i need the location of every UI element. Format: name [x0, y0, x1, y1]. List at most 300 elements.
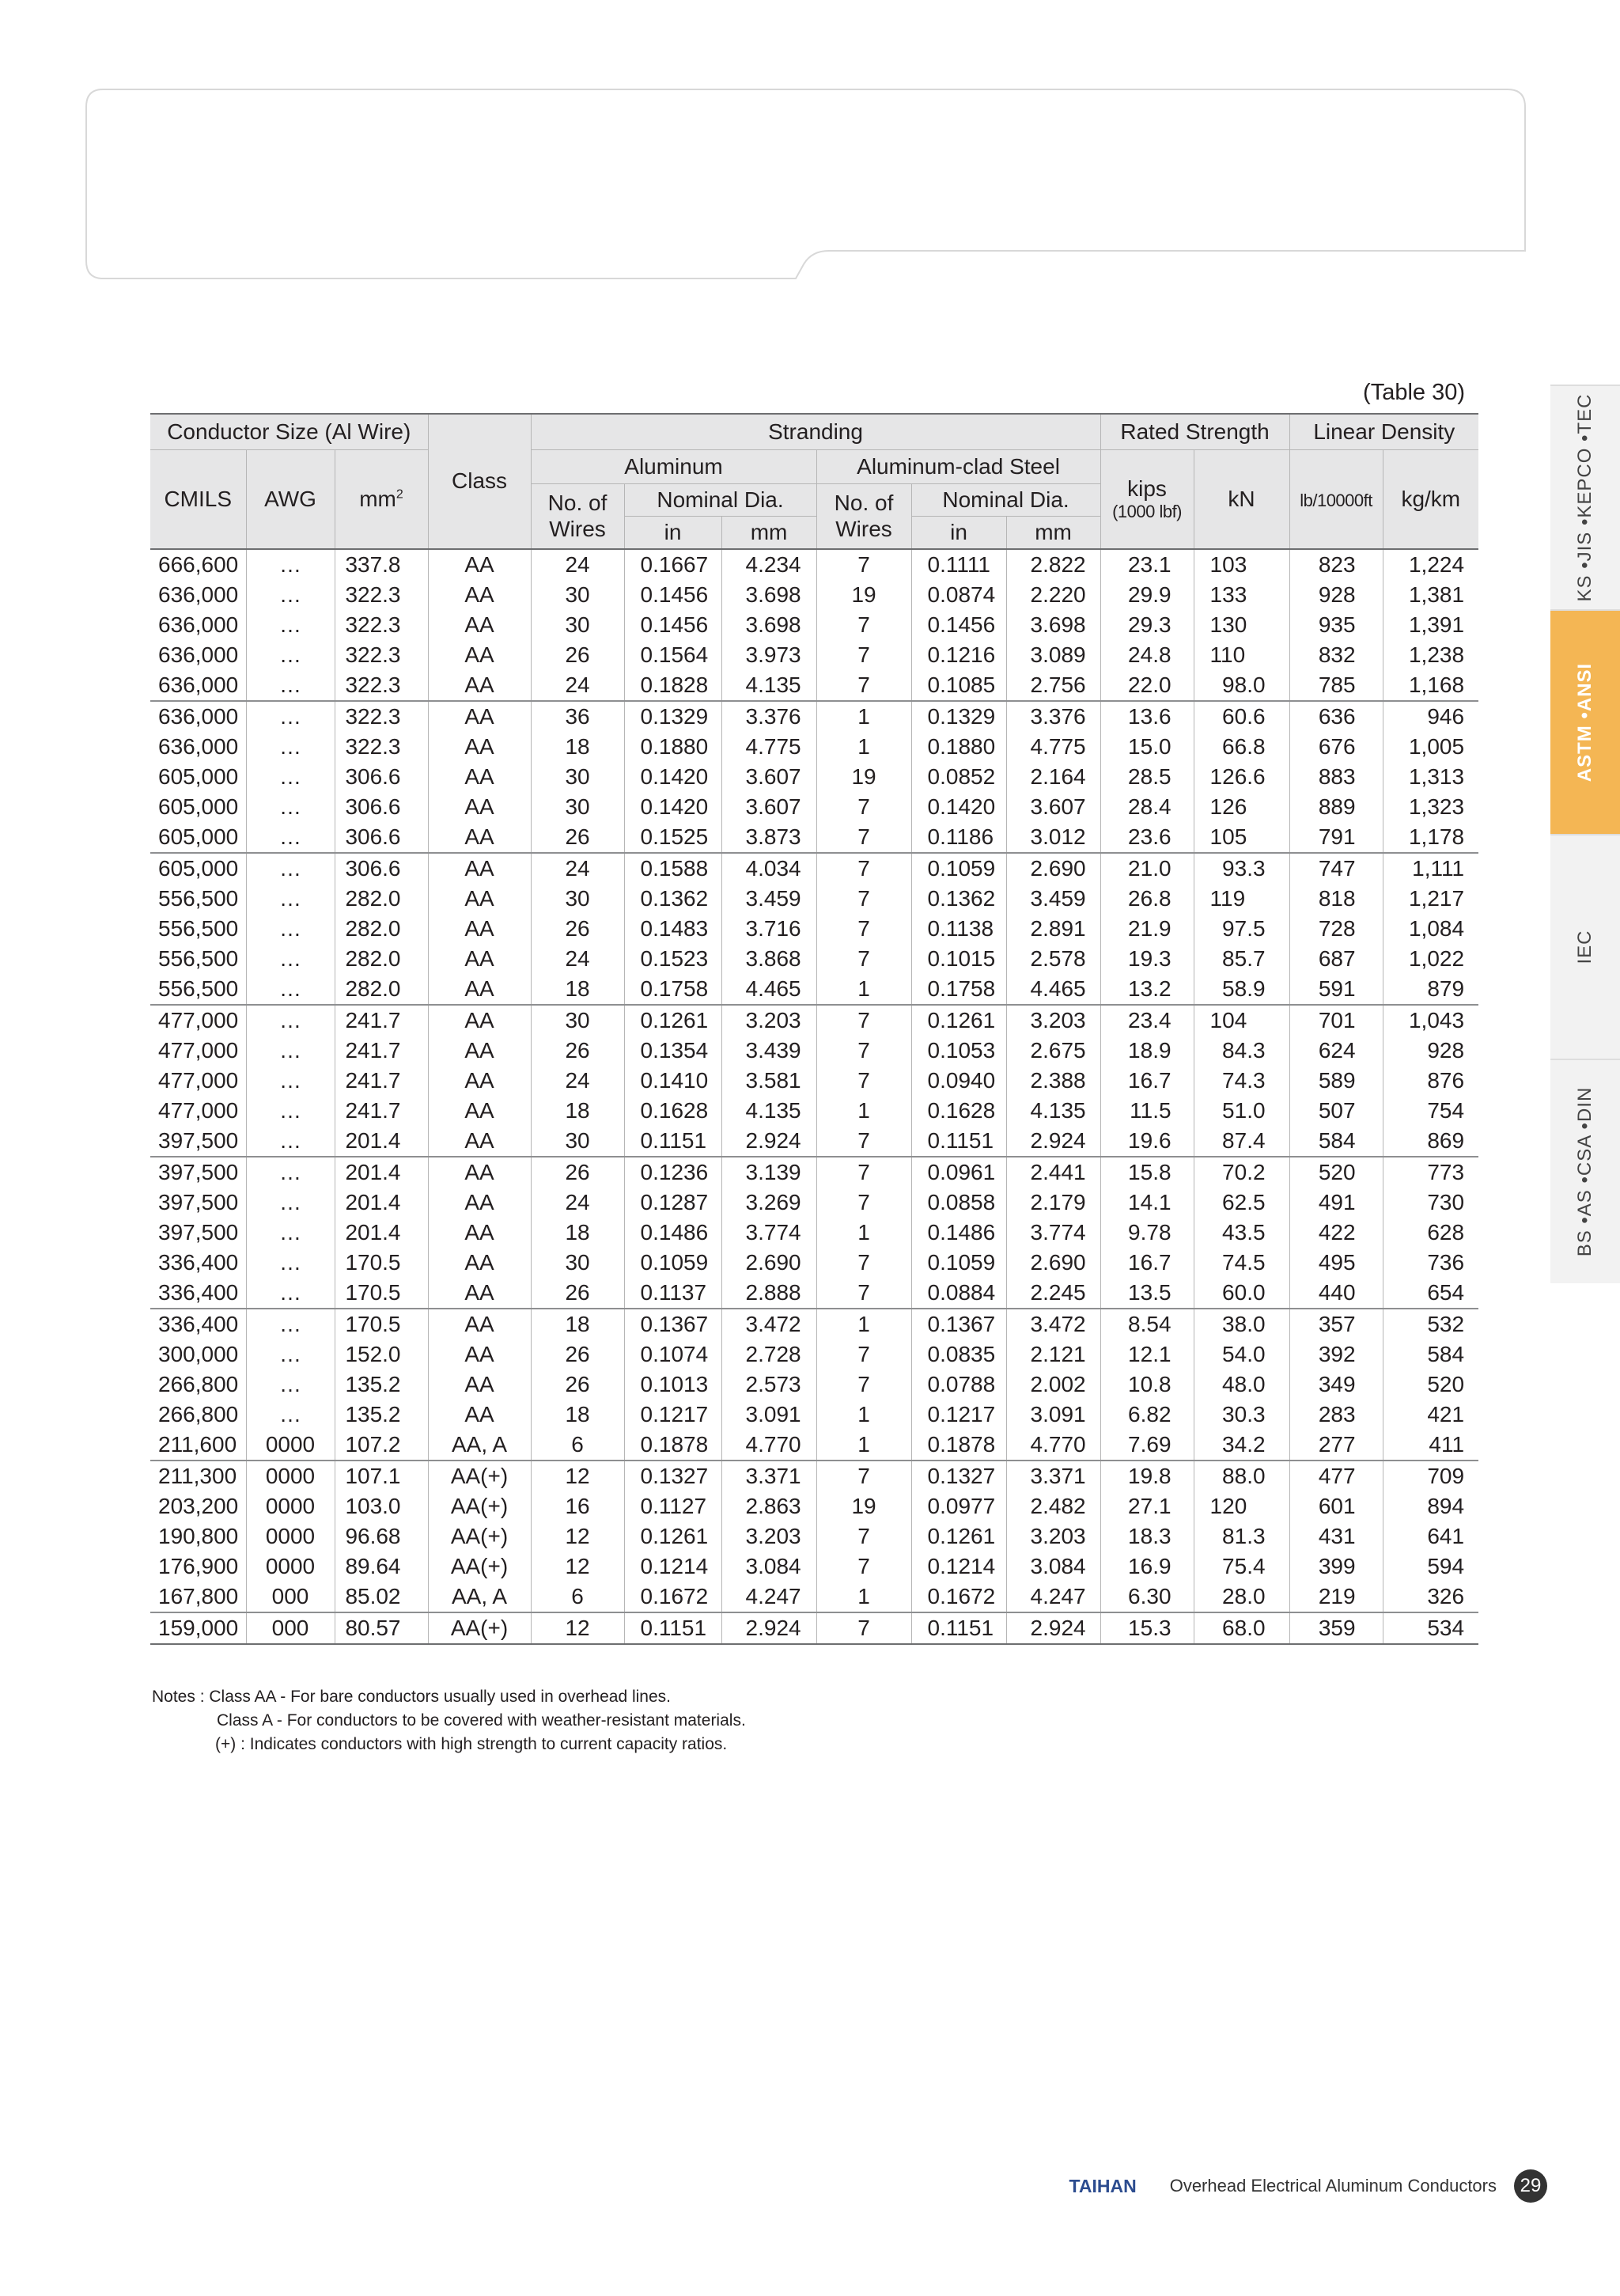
conductor-spec-table	[150, 413, 1478, 1645]
cell-kg-km: 709	[1383, 1461, 1478, 1491]
table-row	[150, 1309, 1478, 1339]
cell-cmils: 556,500	[158, 976, 239, 1001]
cell-al-dia-mm: 3.376	[721, 701, 816, 732]
cell-mm2: 107.2	[335, 1430, 428, 1461]
cell-kg-km: 1,238	[1383, 640, 1478, 670]
table-row	[150, 1582, 1478, 1612]
cell-kips: 6.82	[1100, 1400, 1194, 1430]
cell-al-dia-mm: 2.888	[721, 1278, 816, 1309]
cell-kips: 13.6	[1100, 701, 1194, 732]
cell-al-dia-in: 0.1074	[624, 1339, 721, 1370]
cell-st-dia-mm: 4.465	[1006, 974, 1100, 1005]
cell-st-wires: 7	[816, 914, 911, 944]
cell-st-wires: 1	[816, 1096, 911, 1126]
cell-kips: 21.0	[1100, 853, 1194, 884]
cell-cmils: 556,500	[158, 886, 239, 911]
table-row	[150, 1552, 1478, 1582]
cell-st-dia-mm: 2.822	[1006, 549, 1100, 580]
cell-st-dia-in: 0.1261	[911, 1005, 1006, 1036]
brand-logo-text: TAIHAN	[1069, 2175, 1137, 2196]
cell-awg: 000	[246, 1582, 335, 1612]
cell-st-dia-mm: 2.164	[1006, 762, 1100, 792]
cell-kn: 70.2	[1194, 1157, 1289, 1188]
cell-class: AA	[428, 914, 531, 944]
cell-mm2: 282.0	[335, 884, 428, 914]
tab-ks-jis-kepco-tec[interactable]	[1550, 385, 1620, 609]
cell-awg: …	[246, 610, 335, 640]
cell-al-dia-mm: 3.139	[721, 1157, 816, 1188]
cell-class: AA, A	[428, 1582, 531, 1612]
cell-st-dia-mm: 2.002	[1006, 1370, 1100, 1400]
cell-st-dia-in: 0.1456	[911, 610, 1006, 640]
cell-st-dia-mm: 3.203	[1006, 1521, 1100, 1552]
cell-awg: …	[246, 1370, 335, 1400]
cell-st-dia-mm: 2.441	[1006, 1157, 1100, 1188]
table-header	[150, 414, 1478, 549]
cell-kn: 110	[1194, 640, 1289, 670]
cell-kips: 23.6	[1100, 822, 1194, 853]
cell-cmils: 477,000	[158, 1038, 239, 1063]
table-row	[150, 792, 1478, 822]
cell-kg-km: 876	[1383, 1066, 1478, 1096]
cell-al-dia-in: 0.1672	[624, 1582, 721, 1612]
cell-awg: …	[246, 792, 335, 822]
cell-class: AA(+)	[428, 1552, 531, 1582]
cell-class: AA	[428, 1126, 531, 1157]
cell-kips: 19.8	[1100, 1461, 1194, 1491]
cell-cmils: 636,000	[158, 582, 239, 607]
cell-cmils: 636,000	[158, 642, 239, 667]
cell-kn: 81.3	[1194, 1521, 1289, 1552]
cell-al-dia-mm: 4.234	[721, 549, 816, 580]
cell-st-dia-mm: 2.675	[1006, 1036, 1100, 1066]
cell-class: AA	[428, 580, 531, 610]
cell-st-wires: 7	[816, 1157, 911, 1188]
cell-mm2: 201.4	[335, 1188, 428, 1218]
tab-bs-as-csa-din[interactable]	[1550, 1059, 1620, 1283]
page-number: 29	[1514, 2169, 1547, 2203]
cell-kn: 62.5	[1194, 1188, 1289, 1218]
cell-al-wires: 12	[531, 1552, 624, 1582]
table-row	[150, 1339, 1478, 1370]
cell-st-dia-in: 0.1216	[911, 640, 1006, 670]
cell-al-wires: 24	[531, 549, 624, 580]
cell-class: AA(+)	[428, 1491, 531, 1521]
table-row	[150, 1430, 1478, 1461]
cell-al-dia-mm: 3.439	[721, 1036, 816, 1066]
cell-cmils: 556,500	[158, 916, 239, 941]
cell-al-dia-in: 0.1525	[624, 822, 721, 853]
cell-al-dia-in: 0.1354	[624, 1036, 721, 1066]
cell-st-wires: 19	[816, 762, 911, 792]
cell-st-dia-mm: 2.388	[1006, 1066, 1100, 1096]
cell-st-dia-in: 0.1880	[911, 732, 1006, 762]
cell-kg-km: 894	[1383, 1491, 1478, 1521]
cell-lb-10000ft: 935	[1289, 610, 1383, 640]
cell-st-dia-mm: 3.371	[1006, 1461, 1100, 1491]
cell-al-dia-mm: 4.034	[721, 853, 816, 884]
cell-al-dia-in: 0.1261	[624, 1521, 721, 1552]
cell-mm2: 306.6	[335, 853, 428, 884]
cell-awg: …	[246, 1309, 335, 1339]
cell-al-dia-in: 0.1483	[624, 914, 721, 944]
cell-st-wires: 7	[816, 610, 911, 640]
cell-st-dia-in: 0.1878	[911, 1430, 1006, 1461]
cell-al-dia-in: 0.1564	[624, 640, 721, 670]
tab-astm-ansi[interactable]	[1550, 609, 1620, 834]
cell-cmils: 397,500	[158, 1220, 239, 1245]
cell-awg: 0000	[246, 1521, 335, 1552]
cell-st-dia-in: 0.1111	[911, 549, 1006, 580]
cell-kn: 66.8	[1194, 732, 1289, 762]
cell-mm2: 322.3	[335, 732, 428, 762]
header-al-mm: mm	[721, 517, 816, 550]
cell-cmils: 397,500	[158, 1190, 239, 1214]
cell-al-wires: 26	[531, 822, 624, 853]
cell-kips: 16.7	[1100, 1248, 1194, 1278]
cell-class: AA	[428, 1066, 531, 1096]
cell-cmils: 477,000	[150, 1005, 246, 1036]
cell-st-dia-mm: 3.203	[1006, 1005, 1100, 1036]
cell-lb-10000ft: 277	[1289, 1430, 1383, 1461]
cell-st-dia-in: 0.1362	[911, 884, 1006, 914]
cell-kn: 133	[1194, 580, 1289, 610]
cell-kips: 12.1	[1100, 1339, 1194, 1370]
cell-cmils: 266,800	[158, 1402, 239, 1426]
cell-al-dia-mm: 4.247	[721, 1582, 816, 1612]
cell-class: AA	[428, 762, 531, 792]
cell-st-wires: 7	[816, 640, 911, 670]
cell-al-dia-mm: 3.868	[721, 944, 816, 974]
cell-class: AA(+)	[428, 1612, 531, 1644]
table-row	[150, 549, 1478, 580]
cell-kn: 68.0	[1194, 1612, 1289, 1644]
cell-al-wires: 12	[531, 1612, 624, 1644]
cell-st-dia-in: 0.1151	[911, 1126, 1006, 1157]
cell-al-wires: 30	[531, 1248, 624, 1278]
cell-mm2: 282.0	[335, 944, 428, 974]
tab-iec[interactable]	[1550, 834, 1620, 1059]
cell-mm2: 282.0	[335, 974, 428, 1005]
note-class-a: Class A - For conductors to be covered with weather-resistant materials.	[217, 1711, 746, 1730]
cell-al-wires: 12	[531, 1521, 624, 1552]
cell-st-wires: 1	[816, 701, 911, 732]
cell-lb-10000ft: 601	[1289, 1491, 1383, 1521]
cell-awg: 0000	[246, 1430, 335, 1461]
cell-st-dia-mm: 3.012	[1006, 822, 1100, 853]
cell-kn: 87.4	[1194, 1126, 1289, 1157]
cell-st-dia-in: 0.1327	[911, 1461, 1006, 1491]
cell-kips: 13.2	[1100, 974, 1194, 1005]
cell-class: AA	[428, 1400, 531, 1430]
cell-st-wires: 1	[816, 1430, 911, 1461]
cell-lb-10000ft: 219	[1289, 1582, 1383, 1612]
cell-cmils: 190,800	[158, 1524, 239, 1548]
cell-al-dia-in: 0.1362	[624, 884, 721, 914]
cell-lb-10000ft: 928	[1289, 580, 1383, 610]
note-class-aa: Notes : Class AA - For bare conductors usually used in overhead lines.	[152, 1688, 672, 1706]
cell-al-dia-in: 0.1880	[624, 732, 721, 762]
cell-al-dia-mm: 3.203	[721, 1005, 816, 1036]
cell-mm2: 282.0	[335, 914, 428, 944]
header-al-nominal-dia: Nominal Dia.	[624, 484, 816, 517]
cell-class: AA	[428, 610, 531, 640]
cell-mm2: 322.3	[335, 640, 428, 670]
cell-kn: 48.0	[1194, 1370, 1289, 1400]
cell-st-dia-mm: 4.770	[1006, 1430, 1100, 1461]
cell-kg-km: 628	[1383, 1218, 1478, 1248]
cell-st-wires: 1	[816, 974, 911, 1005]
cell-al-dia-mm: 2.924	[721, 1126, 816, 1157]
cell-al-dia-mm: 3.873	[721, 822, 816, 853]
cell-kg-km: 1,323	[1383, 792, 1478, 822]
cell-kg-km: 1,022	[1383, 944, 1478, 974]
cell-st-dia-mm: 2.924	[1006, 1126, 1100, 1157]
table-row	[150, 1188, 1478, 1218]
cell-kips: 19.6	[1100, 1126, 1194, 1157]
page-footer	[1069, 2169, 1547, 2203]
cell-kips: 8.54	[1100, 1309, 1194, 1339]
cell-al-wires: 36	[531, 701, 624, 732]
cell-awg: …	[246, 1218, 335, 1248]
cell-kips: 21.9	[1100, 914, 1194, 944]
cell-lb-10000ft: 728	[1289, 914, 1383, 944]
cell-lb-10000ft: 818	[1289, 884, 1383, 914]
cell-al-dia-mm: 2.728	[721, 1339, 816, 1370]
cell-st-wires: 7	[816, 1036, 911, 1066]
cell-kn: 98.0	[1194, 670, 1289, 701]
table-row	[150, 884, 1478, 914]
cell-al-wires: 30	[531, 884, 624, 914]
cell-awg: …	[246, 974, 335, 1005]
cell-al-wires: 18	[531, 974, 624, 1005]
cell-st-wires: 7	[816, 1005, 911, 1036]
cell-al-wires: 26	[531, 1370, 624, 1400]
cell-al-dia-in: 0.1127	[624, 1491, 721, 1521]
cell-al-dia-mm: 3.581	[721, 1066, 816, 1096]
cell-al-dia-in: 0.1667	[624, 549, 721, 580]
cell-kips: 23.1	[1100, 549, 1194, 580]
cell-al-dia-in: 0.1456	[624, 610, 721, 640]
cell-cmils: 159,000	[150, 1612, 246, 1644]
cell-mm2: 201.4	[335, 1218, 428, 1248]
cell-al-dia-mm: 4.135	[721, 1096, 816, 1126]
cell-awg: 0000	[246, 1491, 335, 1521]
header-conductor-size: Conductor Size (Al Wire)	[150, 414, 428, 450]
cell-al-dia-mm: 4.775	[721, 732, 816, 762]
cell-st-wires: 19	[816, 580, 911, 610]
header-aluminum: Aluminum	[531, 450, 816, 484]
cell-class: AA	[428, 1218, 531, 1248]
cell-al-dia-mm: 3.716	[721, 914, 816, 944]
header-lb-10000ft	[1289, 450, 1383, 550]
cell-lb-10000ft: 283	[1289, 1400, 1383, 1430]
cell-kn: 105	[1194, 822, 1289, 853]
cell-kips: 23.4	[1100, 1005, 1194, 1036]
cell-mm2: 241.7	[335, 1036, 428, 1066]
cell-kg-km: 1,381	[1383, 580, 1478, 610]
cell-kg-km: 654	[1383, 1278, 1478, 1309]
cell-al-wires: 26	[531, 1278, 624, 1309]
table-row	[150, 1491, 1478, 1521]
cell-st-dia-in: 0.0961	[911, 1157, 1006, 1188]
cell-st-dia-mm: 2.121	[1006, 1339, 1100, 1370]
cell-kips: 27.1	[1100, 1491, 1194, 1521]
cell-al-dia-in: 0.1137	[624, 1278, 721, 1309]
cell-mm2: 103.0	[335, 1491, 428, 1521]
cell-st-dia-mm: 2.220	[1006, 580, 1100, 610]
cell-awg: …	[246, 1066, 335, 1096]
cell-al-dia-mm: 2.863	[721, 1491, 816, 1521]
cell-lb-10000ft: 399	[1289, 1552, 1383, 1582]
header-rated-strength: Rated Strength	[1100, 414, 1289, 450]
cell-class: AA	[428, 1188, 531, 1218]
cell-al-wires: 24	[531, 670, 624, 701]
cell-st-dia-in: 0.1186	[911, 822, 1006, 853]
cell-mm2: 85.02	[335, 1582, 428, 1612]
cell-cmils: 211,600	[158, 1432, 237, 1457]
cell-al-dia-mm: 3.774	[721, 1218, 816, 1248]
cell-al-dia-in: 0.1287	[624, 1188, 721, 1218]
cell-kips: 29.9	[1100, 580, 1194, 610]
cell-awg: 000	[246, 1612, 335, 1644]
cell-al-dia-in: 0.1327	[624, 1461, 721, 1491]
cell-mm2: 201.4	[335, 1157, 428, 1188]
cell-st-wires: 7	[816, 670, 911, 701]
cell-al-wires: 16	[531, 1491, 624, 1521]
cell-st-wires: 1	[816, 1218, 911, 1248]
cell-cmils: 477,000	[158, 1068, 239, 1093]
cell-kn: 74.5	[1194, 1248, 1289, 1278]
cell-lb-10000ft: 785	[1289, 670, 1383, 701]
tab-label: KS •JIS •KEPCO •TEC	[1574, 393, 1595, 602]
cell-class: AA	[428, 1339, 531, 1370]
cell-lb-10000ft: 747	[1289, 853, 1383, 884]
header-cmils: CMILS	[150, 450, 246, 550]
cell-lb-10000ft: 883	[1289, 762, 1383, 792]
cell-kg-km: 736	[1383, 1248, 1478, 1278]
header-lb-10000ft-text: lb/10000ft	[1300, 490, 1372, 510]
cell-lb-10000ft: 584	[1289, 1126, 1383, 1157]
cell-lb-10000ft: 507	[1289, 1096, 1383, 1126]
header-kips	[1100, 450, 1194, 550]
cell-mm2: 80.57	[335, 1612, 428, 1644]
cell-awg: …	[246, 762, 335, 792]
cell-al-wires: 12	[531, 1461, 624, 1491]
cell-al-dia-in: 0.1367	[624, 1309, 721, 1339]
cell-mm2: 170.5	[335, 1248, 428, 1278]
cell-lb-10000ft: 624	[1289, 1036, 1383, 1066]
cell-class: AA	[428, 822, 531, 853]
cell-kn: 34.2	[1194, 1430, 1289, 1461]
cell-al-dia-in: 0.1013	[624, 1370, 721, 1400]
cell-mm2: 241.7	[335, 1005, 428, 1036]
table-row	[150, 1005, 1478, 1036]
cell-al-dia-mm: 3.459	[721, 884, 816, 914]
cell-st-dia-mm: 4.135	[1006, 1096, 1100, 1126]
table-row	[150, 640, 1478, 670]
cell-st-dia-mm: 2.891	[1006, 914, 1100, 944]
cell-al-dia-mm: 3.084	[721, 1552, 816, 1582]
cell-cmils: 336,400	[150, 1309, 246, 1339]
cell-al-dia-mm: 2.573	[721, 1370, 816, 1400]
table-row	[150, 944, 1478, 974]
cell-al-dia-in: 0.1151	[624, 1612, 721, 1644]
cell-lb-10000ft: 832	[1289, 640, 1383, 670]
cell-al-dia-mm: 3.607	[721, 792, 816, 822]
cell-mm2: 170.5	[335, 1309, 428, 1339]
table-row	[150, 1612, 1478, 1644]
cell-awg: …	[246, 884, 335, 914]
cell-class: AA	[428, 1036, 531, 1066]
header-kn: kN	[1194, 450, 1289, 550]
cell-mm2: 337.8	[335, 549, 428, 580]
cell-al-wires: 30	[531, 1005, 624, 1036]
cell-class: AA	[428, 1096, 531, 1126]
cell-kn: 104	[1194, 1005, 1289, 1036]
cell-awg: …	[246, 914, 335, 944]
cell-al-dia-in: 0.1236	[624, 1157, 721, 1188]
cell-class: AA	[428, 1370, 531, 1400]
cell-st-dia-in: 0.1758	[911, 974, 1006, 1005]
cell-kips: 15.3	[1100, 1612, 1194, 1644]
cell-kn: 126.6	[1194, 762, 1289, 792]
cell-awg: …	[246, 1248, 335, 1278]
cell-kg-km: 1,111	[1383, 853, 1478, 884]
cell-al-wires: 30	[531, 610, 624, 640]
cell-st-wires: 7	[816, 549, 911, 580]
cell-kips: 28.5	[1100, 762, 1194, 792]
cell-cmils: 605,000	[158, 794, 239, 819]
cell-class: AA(+)	[428, 1461, 531, 1491]
table-row	[150, 974, 1478, 1005]
cell-st-wires: 7	[816, 1521, 911, 1552]
cell-cmils: 176,900	[158, 1554, 239, 1578]
cell-lb-10000ft: 676	[1289, 732, 1383, 762]
cell-kg-km: 520	[1383, 1370, 1478, 1400]
cell-class: AA	[428, 884, 531, 914]
cell-st-dia-in: 0.1151	[911, 1612, 1006, 1644]
cell-lb-10000ft: 491	[1289, 1188, 1383, 1218]
cell-mm2: 322.3	[335, 610, 428, 640]
cell-st-dia-in: 0.1628	[911, 1096, 1006, 1126]
cell-kg-km: 1,224	[1383, 549, 1478, 580]
cell-lb-10000ft: 687	[1289, 944, 1383, 974]
cell-st-wires: 7	[816, 1188, 911, 1218]
cell-kg-km: 326	[1383, 1582, 1478, 1612]
cell-st-dia-mm: 2.578	[1006, 944, 1100, 974]
cell-kn: 88.0	[1194, 1461, 1289, 1491]
cell-kips: 10.8	[1100, 1370, 1194, 1400]
header-st-no-of-wires: No. of Wires	[816, 484, 911, 550]
cell-st-dia-mm: 3.089	[1006, 640, 1100, 670]
cell-lb-10000ft: 495	[1289, 1248, 1383, 1278]
cell-al-dia-mm: 2.924	[721, 1612, 816, 1644]
cell-kg-km: 534	[1383, 1612, 1478, 1644]
cell-awg: …	[246, 640, 335, 670]
table-body	[150, 549, 1478, 1644]
header-linear-density: Linear Density	[1289, 414, 1478, 450]
cell-st-dia-in: 0.1672	[911, 1582, 1006, 1612]
cell-kg-km: 641	[1383, 1521, 1478, 1552]
cell-awg: …	[246, 732, 335, 762]
cell-st-wires: 7	[816, 1248, 911, 1278]
cell-cmils: 556,500	[158, 946, 239, 971]
cell-st-dia-in: 0.0788	[911, 1370, 1006, 1400]
cell-awg: …	[246, 822, 335, 853]
note-high-strength: (+) : Indicates conductors with high strength to current capacity ratios.	[215, 1735, 728, 1753]
cell-kg-km: 1,178	[1383, 822, 1478, 853]
